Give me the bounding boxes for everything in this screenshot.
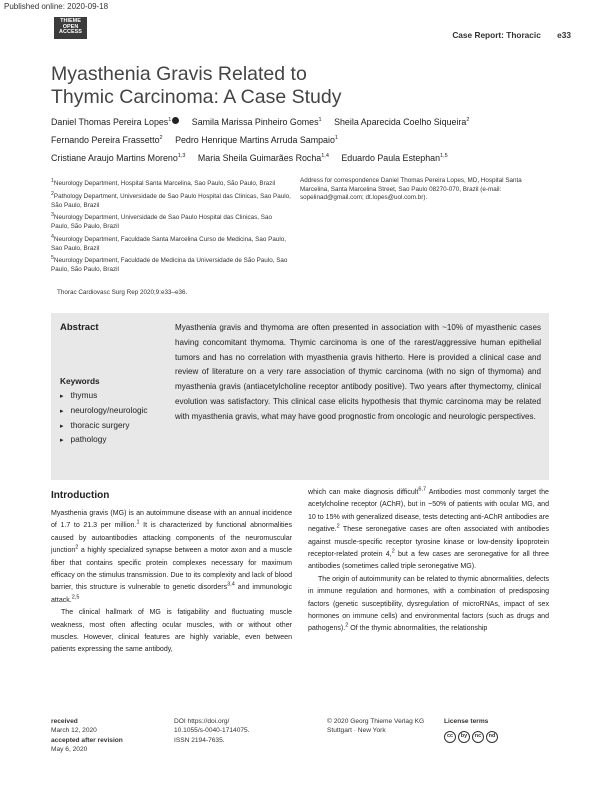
section-label: Case Report: Thoracic: [452, 30, 541, 40]
logo-line-2: OPEN: [62, 23, 79, 30]
author-list: [51, 113, 551, 167]
keyword[interactable]: ▸ neurology/neurologic: [60, 404, 148, 419]
paragraph: The origin of autoimmunity can be related to thymic abnormalities, defects in immune regulation and hormones, with a combination of predisposing factors (genetic susceptibility, dysregulation of microRNAs, impact of sex hormones on immune cells) and environmental factors (such as drugs and pathogens).$^2$ Of the thymic abnormalities, the relationship: [308, 575, 549, 633]
author[interactable]: Cristiane Araujo Martins Moreno$^{1,3}$: [51, 153, 186, 163]
author[interactable]: Samila Marissa Pinheiro Gomes$^1$: [191, 117, 322, 127]
accepted-label: accepted after revision: [51, 736, 123, 744]
running-header: [452, 30, 571, 40]
publisher-place: Stuttgart · New York: [327, 727, 386, 735]
paragraph: which can make diagnosis difficult$^{6,7}$ Antibodies most commonly target the acetylcholine receptor (AChR), but in ~50% of patients with ocular MG, and 10 to 15% with generalized disease, tests detecting anti-AChR antibodies are negative.$^2$ These seronegative cases are often associated with antibodies against muscle-specific receptor tyrosine kinase or low-density lipoprotein receptor-related protein 4,$^2$ but a few cases are seronegative for all three antibodies (sometimes called triple seronegative MG).: [308, 486, 549, 571]
cc-icon[interactable]: cc: [444, 731, 456, 743]
introduction-heading: Introduction: [51, 490, 110, 501]
doi-link[interactable]: DOI https://doi.org/: [174, 718, 230, 725]
doi-number[interactable]: 10.1055/s-0040-1714075.: [174, 727, 250, 735]
received-date: March 12, 2020: [51, 727, 97, 735]
affiliation: $^4$Neurology Department, Faculdade Santa Marcelina Curso de Medicina, Sao Paulo, Sao Paulo, Brazil: [51, 233, 286, 252]
abstract-text: Myasthenia gravis and thymoma are often presented in association with ~10% of myasthenic cases having concomitant thymoma. Thymic carcinoma is one of the rarest/aggressive human epithelial tumors and has no correlation with myasthenia gravis hitherto. Here is provided a clinical case and review of literature on a very rare association of thymic carcinoma (with no sign of thymoma) and myasthenia gravis (antiacetylcholine receptor antibody positive). Two years after thymectomy, clinical evolution was satisfactory. This clinical case elicits hypothesis that thymic carcinoma may be related with myasthenia gravis, what may have good prognostic from oncologic and neurologic perspectives.: [175, 323, 541, 421]
author[interactable]: Eduardo Paula Estephan$^{1,5}$: [341, 153, 448, 163]
affiliation: $^3$Neurology Department, Universidade de Sao Paulo Hospital das Clinicas, Sao Paulo, São Paulo, Brazil: [51, 212, 272, 231]
keyword[interactable]: ▸ thymus: [60, 389, 148, 404]
paragraph: The clinical hallmark of MG is fatigability and fluctuating muscle weakness, most often affecting ocular muscles, with or without other muscles. However, clinical features are highly variable, even between patients expressing the same antibody,: [51, 609, 292, 654]
orcid-icon[interactable]: [172, 117, 179, 124]
affiliation: $^1$Neurology Department, Hospital Santa Marcelina, Sao Paulo, São Paulo, Brazil: [51, 178, 276, 188]
thieme-open-access-logo[interactable]: [54, 17, 87, 39]
affiliations: [51, 177, 291, 276]
nd-icon[interactable]: nd: [486, 731, 498, 743]
accepted-date: May 6, 2020: [51, 745, 88, 753]
nc-icon[interactable]: nc: [472, 731, 484, 743]
copyright-info: [327, 717, 424, 736]
logo-line-3: ACCESS: [59, 29, 82, 35]
keyword-list: [60, 389, 148, 448]
license-info: [444, 717, 498, 743]
author[interactable]: Maria Sheila Guimarães Rocha$^{1,4}$: [197, 153, 329, 163]
affiliation: $^2$Pathology Department, Universidade de Sao Paulo Hospital das Clinicas, Sao Paulo, São Paulo, Brazil: [51, 190, 291, 209]
abstract-heading: Abstract: [60, 322, 99, 333]
correspondence-address: Address for correspondence Daniel Thomas Pereira Lopes, MD, Hospital Santa Marcelina, Santa Marcelina Street, Sao Paulo 08270-070, Brazil (e-mail: sopelinad@gmail.com; dt.lopes@uol.com.br).: [300, 177, 522, 202]
copyright: © 2020 Georg Thieme Verlag KG: [327, 718, 425, 725]
citation: Thorac Cardiovasc Surg Rep 2020;9:e33–e36.: [57, 289, 188, 296]
published-date: Published online: 2020-09-18: [4, 2, 109, 11]
body-column-right: [308, 487, 549, 636]
page-number: e33: [557, 30, 571, 40]
logo-line-1: THIEME: [60, 18, 81, 24]
keywords-heading: Keywords: [60, 376, 100, 386]
author[interactable]: Fernando Pereira Frassetto$^2$: [51, 135, 163, 145]
author[interactable]: Pedro Henrique Martins Arruda Sampaio$^1$: [175, 135, 338, 145]
license-label[interactable]: License terms: [444, 718, 489, 725]
received-label: received: [51, 718, 78, 725]
body-column-left: [51, 508, 292, 657]
keyword[interactable]: ▸ thoracic surgery: [60, 419, 148, 434]
keyword[interactable]: ▸ pathology: [60, 433, 148, 448]
article-title: Myasthenia Gravis Related to Thymic Carcinoma: A Case Study: [51, 63, 342, 108]
issn: ISSN 2194-7635.: [174, 736, 225, 744]
paragraph: Myasthenia gravis (MG) is an autoimmune disease with an annual incidence of 1.7 to 21.3 per million.$^1$ It is characterized by functional abnormalities caused by autoantibodies attacking components of the neuromuscular junction$^2$ a highly specialized synapse between a motor axon and a muscle fiber that contains specific protein complexes necessary for maximum efficacy on the stimulus transmission. Due to its complexity and lack of blood barrier, this structure is vulnerable to genetic disorders$^{3,4}$ and immunologic attack.$^{2,5}$: [51, 510, 292, 604]
author[interactable]: Sheila Aparecida Coelho Siqueira$^2$: [334, 117, 470, 127]
affiliation: $^5$Neurology Department, Faculdade de Medicina da Universidade de São Paulo, Sao Paulo, São Paulo, Brazil: [51, 255, 288, 274]
author[interactable]: Daniel Thomas Pereira Lopes$^1$: [51, 117, 179, 127]
doi-info: [174, 717, 250, 745]
by-icon[interactable]: by: [458, 731, 470, 743]
license-icons[interactable]: [444, 731, 498, 743]
received-info: [51, 717, 123, 754]
